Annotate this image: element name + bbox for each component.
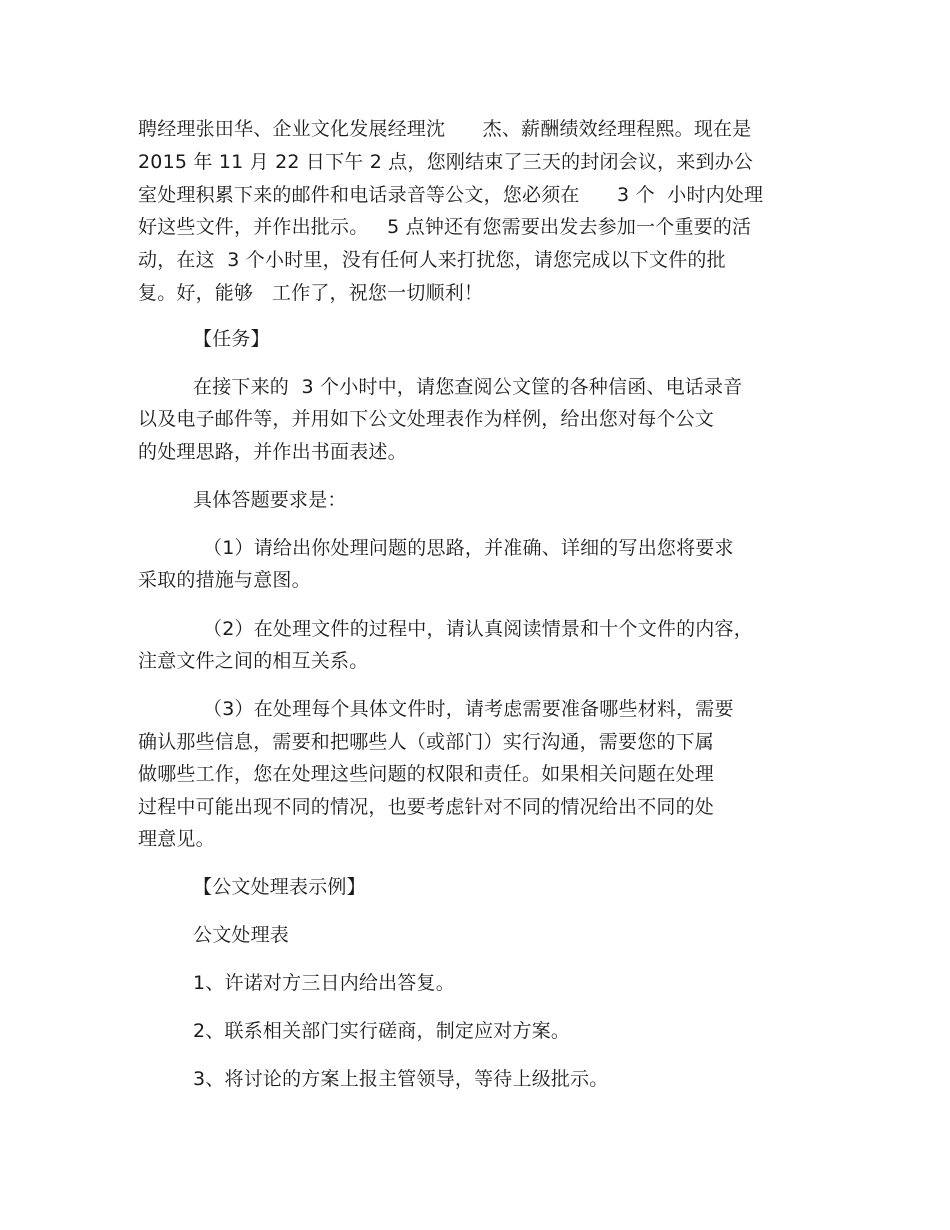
example-heading: 【公文处理表示例】: [193, 876, 366, 898]
req1-line-1: （1）请给出你处理问题的思路，并准确、详细的写出您将要求: [203, 537, 734, 559]
req1-line-2: 采取的措施与意图。: [138, 569, 311, 591]
intro-line-2: 2015 年 11 月 22 日下午 2 点，您刚结束了三天的封闭会议，来到办公: [138, 151, 754, 173]
req2-line-2: 注意文件之间的相互关系。: [138, 650, 369, 672]
req3-line-4: 过程中可能出现不同的情况，也要考虑针对不同的情况给出不同的处: [138, 796, 715, 818]
intro-line-1: 聘经理张田华、企业文化发展经理沈 杰、薪酬绩效经理程熙。现在是: [138, 118, 752, 140]
intro-line-3: 室处理积累下来的邮件和电话录音等公文，您必须在 3 个 小时内处理: [138, 184, 764, 206]
requirements-heading: 具体答题要求是：: [193, 489, 347, 511]
task-line-3: 的处理思路，并作出书面表述。: [138, 441, 407, 463]
intro-line-6: 复。好，能够 工作了，祝您一切顺利！: [138, 282, 484, 304]
list-item: 2、联系相关部门实行磋商，制定应对方案。: [193, 1020, 571, 1042]
req3-line-5: 理意见。: [138, 828, 215, 850]
list-item: 1、许诺对方三日内给出答复。: [193, 972, 455, 994]
req3-line-3: 做哪些工作，您在处理这些问题的权限和责任。如果相关问题在处理: [138, 763, 715, 785]
list-item: 3、将讨论的方案上报主管领导，等待上级批示。: [193, 1068, 609, 1090]
task-heading: 【任务】: [193, 328, 270, 350]
table-title: 公文处理表: [193, 924, 290, 946]
task-line-1: 在接下来的 3 个小时中，请您查阅公文筐的各种信函、电话录音: [193, 376, 743, 398]
intro-line-4: 好这些文件，并作出批示。 5 点钟还有您需要出发去参加一个重要的活: [138, 216, 752, 238]
task-line-2: 以及电子邮件等，并用如下公文处理表作为样例，给出您对每个公文: [138, 408, 715, 430]
intro-line-5: 动，在这 3 个小时里，没有任何人来打扰您，请您完成以下文件的批: [138, 249, 726, 271]
req3-line-1: （3）在处理每个具体文件时，请考虑需要准备哪些材料，需要: [203, 698, 734, 720]
req2-line-1: （2）在处理文件的过程中，请认真阅读情景和十个文件的内容，: [203, 618, 753, 640]
req3-line-2: 确认那些信息，需要和把哪些人（或部门）实行沟通，需要您的下属: [138, 731, 715, 753]
